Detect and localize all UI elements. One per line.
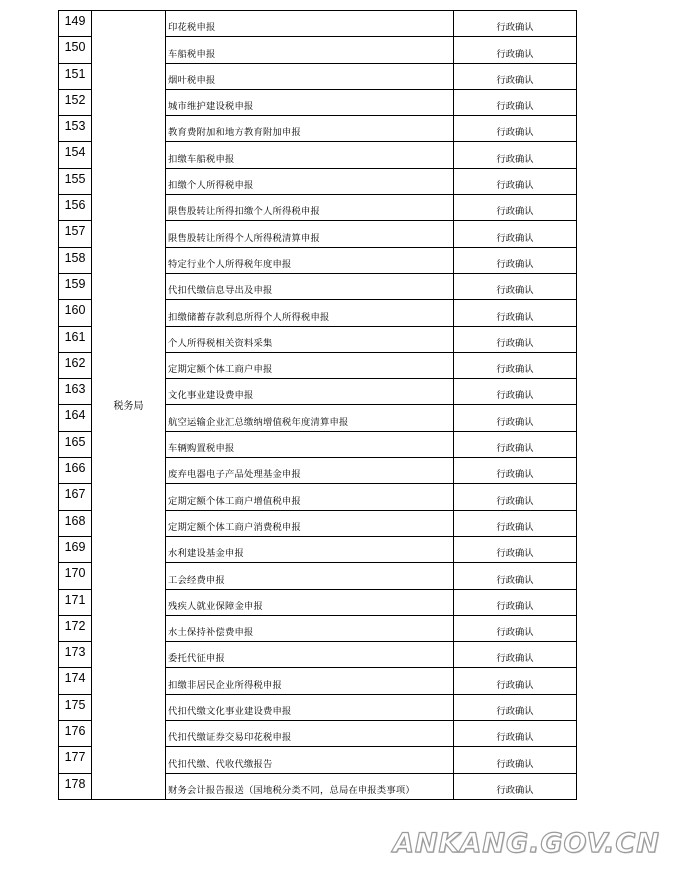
row-number: 169 bbox=[59, 536, 92, 562]
row-number: 178 bbox=[59, 773, 92, 799]
item-name: 代扣代缴、代收代缴报告 bbox=[166, 747, 454, 773]
item-type: 行政确认 bbox=[454, 694, 577, 720]
item-name: 车船税申报 bbox=[166, 37, 454, 63]
item-name: 财务会计报告报送（国地税分类不同，总局在申报类事项） bbox=[166, 773, 454, 799]
item-name: 限售股转让所得个人所得税清算申报 bbox=[166, 221, 454, 247]
item-type: 行政确认 bbox=[454, 615, 577, 641]
item-name: 定期定额个体工商户申报 bbox=[166, 352, 454, 378]
item-name: 个人所得税相关资料采集 bbox=[166, 326, 454, 352]
item-type: 行政确认 bbox=[454, 484, 577, 510]
item-type: 行政确认 bbox=[454, 247, 577, 273]
item-name: 特定行业个人所得税年度申报 bbox=[166, 247, 454, 273]
item-name: 烟叶税申报 bbox=[166, 63, 454, 89]
item-name: 扣缴非居民企业所得税申报 bbox=[166, 668, 454, 694]
item-name: 工会经费申报 bbox=[166, 563, 454, 589]
item-type: 行政确认 bbox=[454, 273, 577, 299]
row-number: 165 bbox=[59, 431, 92, 457]
row-number: 176 bbox=[59, 721, 92, 747]
item-name: 文化事业建设费申报 bbox=[166, 379, 454, 405]
row-number: 172 bbox=[59, 615, 92, 641]
site-watermark: ANKANG.GOV.CN bbox=[393, 828, 660, 859]
row-number: 155 bbox=[59, 168, 92, 194]
row-number: 158 bbox=[59, 247, 92, 273]
row-number: 151 bbox=[59, 63, 92, 89]
item-type: 行政确认 bbox=[454, 431, 577, 457]
item-name: 残疾人就业保障金申报 bbox=[166, 589, 454, 615]
item-name: 代扣代缴证券交易印花税申报 bbox=[166, 721, 454, 747]
tax-items-table bbox=[58, 10, 577, 800]
row-number: 168 bbox=[59, 510, 92, 536]
item-type: 行政确认 bbox=[454, 773, 577, 799]
row-number: 150 bbox=[59, 37, 92, 63]
item-type: 行政确认 bbox=[454, 142, 577, 168]
item-type: 行政确认 bbox=[454, 510, 577, 536]
item-type: 行政确认 bbox=[454, 352, 577, 378]
row-number: 160 bbox=[59, 300, 92, 326]
row-number: 162 bbox=[59, 352, 92, 378]
row-number: 163 bbox=[59, 379, 92, 405]
item-type: 行政确认 bbox=[454, 89, 577, 115]
row-number: 153 bbox=[59, 116, 92, 142]
item-type: 行政确认 bbox=[454, 221, 577, 247]
row-number: 166 bbox=[59, 458, 92, 484]
item-name: 委托代征申报 bbox=[166, 642, 454, 668]
item-type: 行政确认 bbox=[454, 563, 577, 589]
item-type: 行政确认 bbox=[454, 458, 577, 484]
row-number: 157 bbox=[59, 221, 92, 247]
item-type: 行政确认 bbox=[454, 721, 577, 747]
row-number: 159 bbox=[59, 273, 92, 299]
item-type: 行政确认 bbox=[454, 379, 577, 405]
row-number: 154 bbox=[59, 142, 92, 168]
row-number: 170 bbox=[59, 563, 92, 589]
item-name: 代扣代缴文化事业建设费申报 bbox=[166, 694, 454, 720]
item-name: 扣缴车船税申报 bbox=[166, 142, 454, 168]
row-number: 175 bbox=[59, 694, 92, 720]
row-number: 152 bbox=[59, 89, 92, 115]
row-number: 173 bbox=[59, 642, 92, 668]
item-type: 行政确认 bbox=[454, 642, 577, 668]
item-type: 行政确认 bbox=[454, 63, 577, 89]
item-type: 行政确认 bbox=[454, 37, 577, 63]
table-row bbox=[59, 11, 577, 37]
item-type: 行政确认 bbox=[454, 405, 577, 431]
item-type: 行政确认 bbox=[454, 589, 577, 615]
item-name: 代扣代缴信息导出及申报 bbox=[166, 273, 454, 299]
row-number: 171 bbox=[59, 589, 92, 615]
item-name: 水利建设基金申报 bbox=[166, 536, 454, 562]
department-cell: 税务局 bbox=[92, 11, 166, 800]
item-type: 行政确认 bbox=[454, 11, 577, 37]
item-name: 限售股转让所得扣缴个人所得税申报 bbox=[166, 195, 454, 221]
item-name: 印花税申报 bbox=[166, 11, 454, 37]
row-number: 177 bbox=[59, 747, 92, 773]
item-name: 教育费附加和地方教育附加申报 bbox=[166, 116, 454, 142]
item-type: 行政确认 bbox=[454, 668, 577, 694]
row-number: 164 bbox=[59, 405, 92, 431]
item-name: 城市维护建设税申报 bbox=[166, 89, 454, 115]
row-number: 149 bbox=[59, 11, 92, 37]
item-type: 行政确认 bbox=[454, 116, 577, 142]
item-type: 行政确认 bbox=[454, 747, 577, 773]
item-name: 车辆购置税申报 bbox=[166, 431, 454, 457]
row-number: 167 bbox=[59, 484, 92, 510]
item-name: 定期定额个体工商户消费税申报 bbox=[166, 510, 454, 536]
item-name: 定期定额个体工商户增值税申报 bbox=[166, 484, 454, 510]
item-type: 行政确认 bbox=[454, 195, 577, 221]
row-number: 156 bbox=[59, 195, 92, 221]
row-number: 174 bbox=[59, 668, 92, 694]
item-type: 行政确认 bbox=[454, 326, 577, 352]
item-type: 行政确认 bbox=[454, 168, 577, 194]
item-type: 行政确认 bbox=[454, 536, 577, 562]
item-name: 扣缴个人所得税申报 bbox=[166, 168, 454, 194]
item-name: 废弃电器电子产品处理基金申报 bbox=[166, 458, 454, 484]
item-name: 水土保持补偿费申报 bbox=[166, 615, 454, 641]
table-body bbox=[59, 11, 577, 800]
item-name: 航空运输企业汇总缴纳增值税年度清算申报 bbox=[166, 405, 454, 431]
item-name: 扣缴储蓄存款利息所得个人所得税申报 bbox=[166, 300, 454, 326]
row-number: 161 bbox=[59, 326, 92, 352]
item-type: 行政确认 bbox=[454, 300, 577, 326]
